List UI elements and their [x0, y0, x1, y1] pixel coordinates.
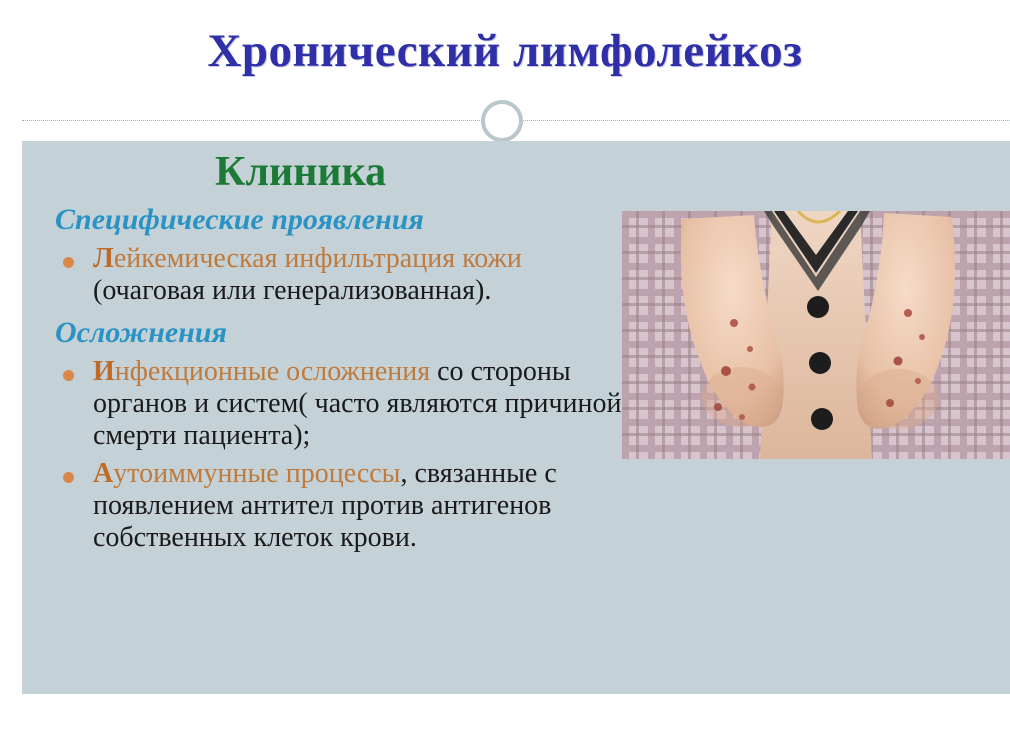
bullet-dot-icon: [63, 257, 74, 268]
bullet-dot-icon: [63, 370, 74, 381]
page-title: Хронический лимфолейкоз: [207, 25, 803, 77]
bullet-lead-text: утоиммунные процессы: [113, 457, 401, 489]
list-item: [55, 458, 635, 554]
divider-circle-ornament: [481, 100, 523, 142]
bullet-lead-cap: А: [93, 457, 114, 489]
bullet-lead-text: ейкемическая инфильтрация кожи: [113, 242, 522, 274]
bullet-lead-cap: И: [93, 356, 115, 387]
left-margin-strip: [0, 0, 22, 732]
bullet-rest-text: , связанные с появлением антител против антигенов собственных клеток крови.: [93, 457, 557, 553]
content-column: [55, 203, 635, 559]
bottom-strip: [0, 694, 1010, 732]
bullet-rest-text: (очаговая или генерализованная).: [93, 274, 492, 306]
section-heading: Клиника: [215, 149, 387, 195]
subheading-complications: Осложнения: [55, 316, 227, 350]
bullet-lead-text: нфекционные осложнения: [114, 356, 431, 387]
subheading-specific: Специфические проявления: [55, 203, 424, 236]
title-bar: [0, 0, 1010, 112]
list-item: [55, 356, 635, 452]
clinical-photo: [622, 211, 1010, 459]
bullet-rest-text: со стороны органов и систем( часто являются причиной смерти пациента);: [93, 356, 622, 451]
bullet-dot-icon: [63, 472, 74, 483]
bullet-lead-cap: Л: [93, 242, 114, 274]
list-item: [55, 243, 635, 307]
